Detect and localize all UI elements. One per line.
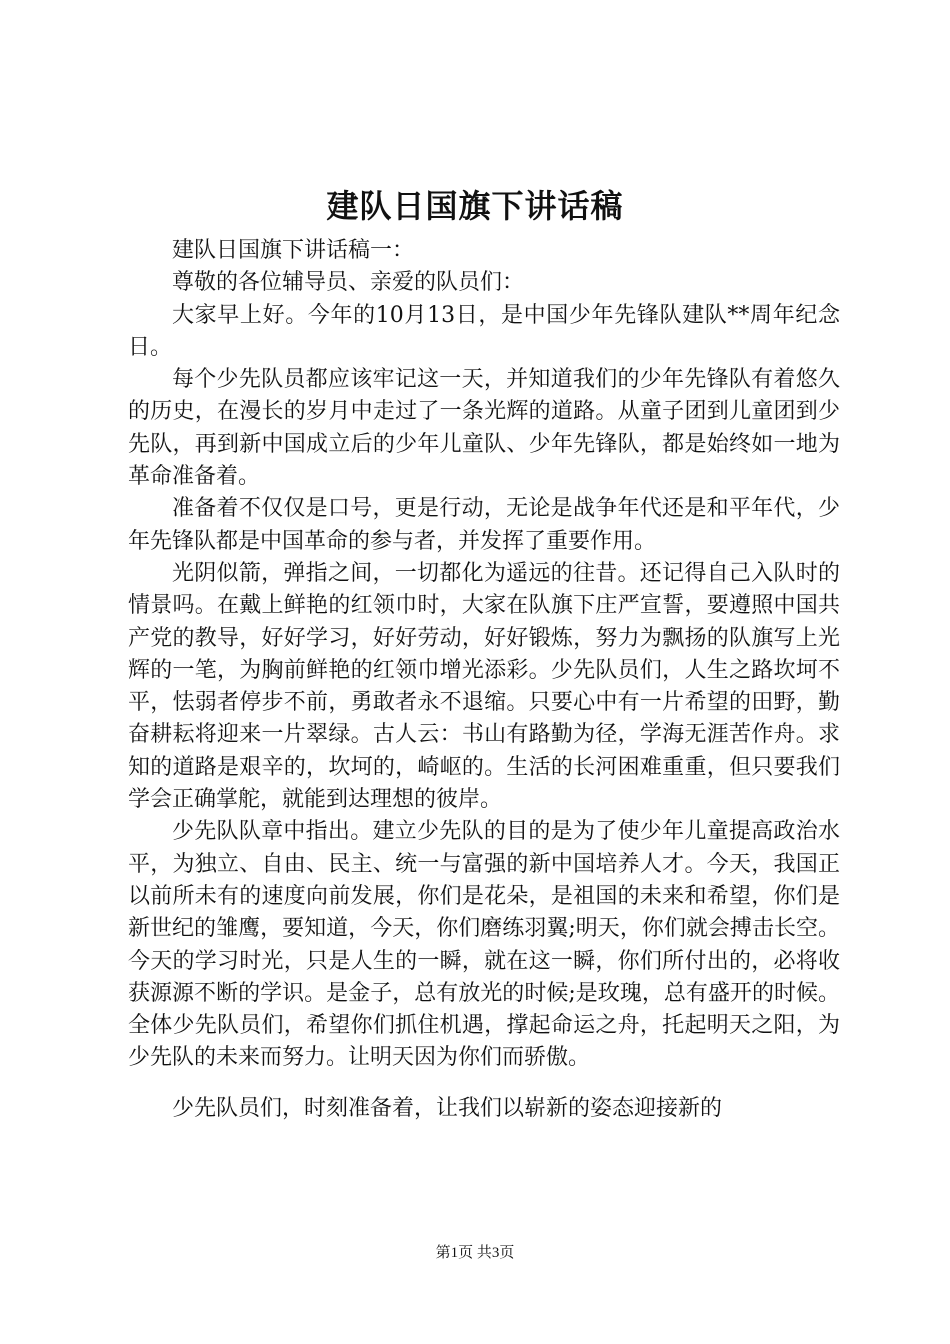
paragraph-history: 每个少先队员都应该牢记这一天，并知道我们的少年先锋队有着悠久的历史，在漫长的岁月中走过了一条光辉的道路。从童子团到儿童团到少先队，再到新中国成立后的少年儿童队、少年先锋队，都是始终如一地为革命准备着。 bbox=[128, 367, 840, 490]
document-body bbox=[128, 235, 840, 1125]
paragraph-salutation: 尊敬的各位辅导员、亲爱的队员们： bbox=[172, 270, 525, 296]
paragraph-memories: 光阴似箭，弹指之间，一切都化为遥远的往昔。还记得自己入队时的情景吗。在戴上鲜艳的红领巾时，大家在队旗下庄严宣誓，要遵照中国共产党的教导，好好学习，好好劳动，好好锻炼，努力为飘扬的队旗写上光辉的一笔，为胸前鲜艳的红领巾增光添彩。少先队员们，人生之路坎坷不平，怯弱者停步不前，勇敢者永不退缩。只要心中有一片希望的田野，勤奋耕耘将迎来一片翠绿。古人云：书山有路勤为径，学海无涯苦作舟。求知的道路是艰辛的，坎坷的，崎岖的。生活的长河困难重重，但只要我们学会正确掌舵，就能到达理想的彼岸。 bbox=[128, 560, 840, 813]
paragraph-greeting: 大家早上好。今年的10月13日，是中国少年先锋队建队**周年纪念日。 bbox=[128, 302, 840, 360]
paragraph-readiness: 准备着不仅仅是口号，更是行动，无论是战争年代还是和平年代，少年先锋队都是中国革命的参与者，并发挥了重要作用。 bbox=[128, 496, 840, 554]
paragraph-heading: 建队日国旗下讲话稿一： bbox=[172, 238, 415, 263]
paragraph-closing: 少先队员们，时刻准备着，让我们以崭新的姿态迎接新的 bbox=[172, 1095, 723, 1121]
page-number: 第1页 共3页 bbox=[435, 1245, 515, 1261]
paragraph-charter: 少先队队章中指出。建立少先队的目的是为了使少年儿童提高政治水平，为独立、自由、民主、统一与富强的新中国培养人才。今天，我国正以前所未有的速度向前发展，你们是花朵，是祖国的未来和希望，你们是新世纪的雏鹰，要知道，今天，你们磨练羽翼;明天，你们就会搏击长空。今天的学习时光，只是人生的一瞬，就在这一瞬，你们所付出的，必将收获源源不断的学识。是金子，总有放光的时候;是玫瑰，总有盛开的时候。全体少先队员们，希望你们抓住机遇，撑起命运之舟，托起明天之阳，为少先队的未来而努力。让明天因为你们而骄傲。 bbox=[128, 819, 840, 1071]
document-title: 建队日国旗下讲话稿 bbox=[326, 187, 624, 225]
